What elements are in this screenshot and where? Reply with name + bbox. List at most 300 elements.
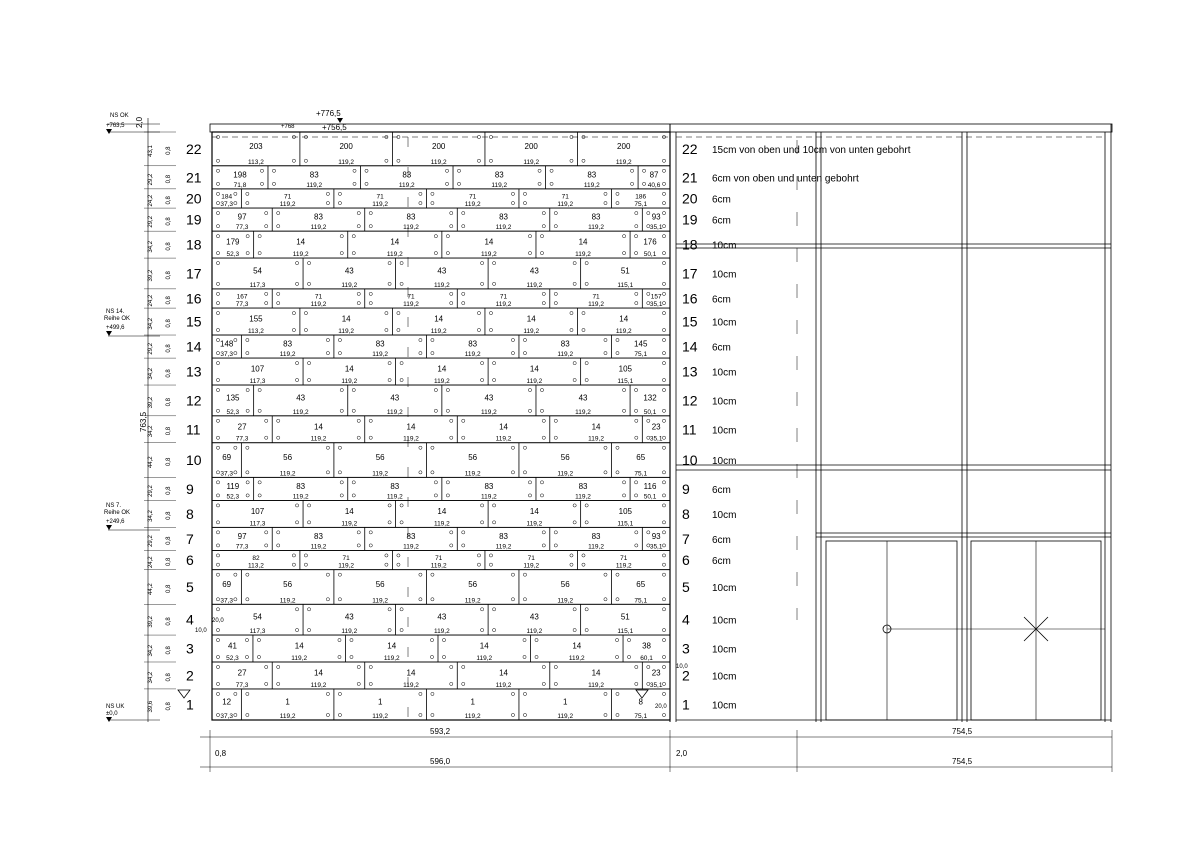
drill-hole-icon — [216, 251, 219, 254]
drill-hole-icon — [338, 692, 341, 695]
block-number: 83 — [402, 170, 412, 180]
drill-hole-icon — [662, 201, 665, 204]
drill-hole-icon — [604, 192, 607, 195]
drill-hole-icon — [635, 682, 638, 685]
drill-hole-icon — [307, 261, 310, 264]
block-number: 71 — [314, 293, 323, 301]
block-width: 35,1 — [649, 435, 663, 443]
block-number: 56 — [468, 579, 478, 589]
drill-hole-icon — [604, 573, 607, 576]
block-number: 116 — [643, 481, 657, 491]
drill-hole-icon — [462, 419, 465, 422]
top-mark-a: +776,5 — [316, 109, 341, 118]
drill-hole-icon — [431, 471, 434, 474]
drill-hole-icon — [662, 638, 665, 641]
drill-hole-icon — [246, 192, 249, 195]
block-number: 43 — [529, 612, 539, 622]
row-height-dimension: 29,2 — [148, 535, 154, 547]
drill-hole-icon — [216, 388, 219, 391]
drill-hole-icon — [647, 419, 650, 422]
drill-hole-icon — [388, 362, 391, 365]
drill-hole-icon — [662, 713, 665, 716]
level-value: +249,6 — [106, 519, 125, 525]
drill-hole-icon — [630, 182, 633, 185]
block-width: 119,2 — [495, 224, 512, 232]
block-width: 75,1 — [634, 597, 648, 605]
drill-hole-icon — [582, 311, 585, 314]
drill-hole-icon — [400, 378, 403, 381]
drill-hole-icon — [326, 446, 329, 449]
row-outline — [212, 166, 670, 189]
drill-hole-icon — [489, 159, 492, 162]
drill-hole-icon — [489, 554, 492, 557]
block-width: 71,8 — [233, 181, 247, 189]
drill-hole-icon — [662, 481, 665, 484]
row-number-left: 14 — [186, 338, 202, 355]
level-sublabel: Reihe OK — [104, 316, 131, 322]
drill-note: 10cm — [712, 367, 737, 379]
drill-hole-icon — [477, 554, 480, 557]
block-width: 119,2 — [403, 301, 419, 309]
drill-hole-icon — [352, 409, 355, 412]
drill-hole-icon — [265, 544, 268, 547]
block-number: 83 — [296, 481, 306, 491]
drill-hole-icon — [234, 338, 237, 341]
row-height-dimension: 29,2 — [148, 485, 154, 497]
block-width: 119,2 — [588, 301, 604, 309]
drill-hole-icon — [523, 713, 526, 716]
drill-hole-icon — [216, 608, 219, 611]
block-number: 71 — [342, 555, 350, 563]
drill-hole-icon — [431, 713, 434, 716]
drill-hole-icon — [277, 436, 280, 439]
row-number-left: 16 — [186, 290, 202, 307]
drill-hole-icon — [216, 504, 219, 507]
block-width: 37,3 — [220, 713, 234, 720]
drill-hole-icon — [511, 471, 514, 474]
drill-hole-icon — [550, 182, 553, 185]
drill-hole-icon — [585, 504, 588, 507]
block-width: 119,2 — [430, 328, 447, 336]
drill-hole-icon — [216, 282, 219, 285]
block-number: 14 — [434, 314, 444, 324]
drill-hole-icon — [542, 682, 545, 685]
drill-hole-icon — [662, 504, 665, 507]
drill-hole-icon — [434, 494, 437, 497]
drill-hole-icon — [493, 628, 496, 631]
row-2 — [144, 662, 736, 689]
drill-note: 15cm von oben und 10cm von unten gebohrt — [712, 144, 911, 156]
drill-hole-icon — [304, 328, 307, 331]
drill-hole-icon — [419, 598, 422, 601]
row-number-left: 11 — [186, 421, 201, 438]
block-number: 87 — [649, 170, 659, 180]
drill-hole-icon — [462, 211, 465, 214]
block-number: 56 — [283, 453, 293, 463]
block-number: 71 — [592, 293, 600, 301]
drill-hole-icon — [481, 261, 484, 264]
block-number: 14 — [484, 237, 494, 247]
block-number: 43 — [578, 393, 588, 403]
block-width: 119,2 — [310, 224, 327, 232]
drill-hole-icon — [582, 563, 585, 566]
drill-hole-icon — [431, 352, 434, 355]
drill-hole-icon — [445, 182, 448, 185]
row-number-left: 18 — [186, 236, 202, 253]
block-number: 157 — [650, 293, 662, 301]
drill-note: 6cm — [712, 342, 731, 354]
row-number-right: 13 — [682, 363, 698, 380]
block-width: 119,2 — [310, 435, 327, 443]
drill-hole-icon — [489, 311, 492, 314]
drill-hole-icon — [535, 655, 538, 658]
drill-hole-icon — [216, 494, 219, 497]
drill-hole-icon — [662, 338, 665, 341]
level-triangle-icon — [106, 331, 112, 336]
drill-hole-icon — [307, 362, 310, 365]
block-number: 14 — [344, 506, 354, 516]
row-9 — [144, 477, 731, 500]
drill-hole-icon — [277, 419, 280, 422]
block-width: 119,2 — [292, 251, 309, 259]
row-number-right: 21 — [682, 169, 698, 186]
block-width: 119,2 — [433, 281, 450, 289]
level-label: NS OK — [110, 113, 129, 119]
block-width: 119,2 — [588, 681, 604, 689]
drill-hole-icon — [340, 481, 343, 484]
drill-hole-icon — [338, 598, 341, 601]
block-width: 119,2 — [403, 224, 419, 232]
drill-hole-icon — [338, 201, 341, 204]
block-width: 119,2 — [557, 201, 574, 209]
block-number: 167 — [236, 293, 248, 301]
drill-note: 10cm — [712, 317, 737, 329]
row-height-dimension: 34,2 — [148, 317, 154, 330]
row-6 — [144, 550, 731, 569]
drill-hole-icon — [246, 598, 249, 601]
block-number: 97 — [237, 212, 247, 222]
block-width: 119,2 — [523, 158, 540, 166]
block-width: 119,2 — [292, 493, 309, 501]
row-joint-dimension: 0,8 — [166, 557, 172, 567]
row-joint-dimension: 0,8 — [166, 296, 172, 305]
drill-hole-icon — [434, 251, 437, 254]
drill-hole-icon — [338, 352, 341, 355]
drill-hole-icon — [662, 544, 665, 547]
drill-hole-icon — [369, 211, 372, 214]
drill-hole-icon — [397, 563, 400, 566]
drill-hole-icon — [246, 692, 249, 695]
drill-hole-icon — [400, 282, 403, 285]
drill-hole-icon — [493, 282, 496, 285]
drill-hole-icon — [523, 446, 526, 449]
drill-hole-icon — [662, 531, 665, 534]
block-number: 43 — [529, 266, 539, 276]
drill-hole-icon — [523, 192, 526, 195]
row-outline — [212, 231, 670, 258]
drill-hole-icon — [216, 211, 219, 214]
block-number: 43 — [437, 266, 447, 276]
row-joint-dimension: 0,8 — [166, 486, 172, 495]
drill-hole-icon — [353, 182, 356, 185]
drill-hole-icon — [450, 665, 453, 668]
drill-hole-icon — [462, 682, 465, 685]
drill-hole-icon — [540, 409, 543, 412]
drill-hole-icon — [622, 494, 625, 497]
block-number: 83 — [406, 212, 416, 222]
row-joint-dimension: 0,8 — [166, 174, 172, 184]
block-width: 119,2 — [310, 543, 327, 551]
row-joint-dimension: 0,8 — [166, 673, 172, 682]
drill-hole-icon — [523, 655, 526, 658]
drill-hole-icon — [246, 409, 249, 412]
drill-hole-icon — [662, 192, 665, 195]
drill-hole-icon — [462, 292, 465, 295]
block-width: 119,2 — [526, 520, 543, 528]
drill-hole-icon — [277, 665, 280, 668]
row-8 — [144, 500, 736, 527]
drill-hole-icon — [630, 169, 633, 172]
block-width: 119,2 — [310, 681, 327, 689]
dim-wall-outer: 596,0 — [430, 757, 451, 766]
drill-hole-icon — [365, 169, 368, 172]
block-width: 37,3 — [220, 470, 234, 478]
block-width: 115,1 — [617, 628, 634, 636]
row-18 — [144, 231, 736, 258]
drill-hole-icon — [540, 235, 543, 238]
block-width: 119,2 — [575, 408, 591, 416]
drill-hole-icon — [353, 169, 356, 172]
row-height-dimension: 34,2 — [148, 671, 154, 684]
drill-hole-icon — [554, 544, 557, 547]
row-joint-dimension: 0,8 — [166, 146, 172, 155]
block-number: 51 — [620, 612, 630, 622]
drill-hole-icon — [265, 419, 268, 422]
drill-hole-icon — [357, 419, 360, 422]
drill-hole-icon — [338, 655, 341, 658]
row-number-left: 13 — [186, 363, 202, 380]
row-16 — [144, 289, 731, 308]
drill-hole-icon — [304, 159, 307, 162]
drill-hole-icon — [489, 328, 492, 331]
drill-hole-icon — [352, 388, 355, 391]
drill-hole-icon — [450, 531, 453, 534]
drill-hole-icon — [450, 544, 453, 547]
block-number: 14 — [314, 668, 323, 678]
drill-hole-icon — [388, 504, 391, 507]
drill-hole-icon — [326, 471, 329, 474]
dim-frame-2: 754,5 — [952, 757, 973, 766]
block-width: 35,1 — [649, 224, 663, 232]
drill-hole-icon — [216, 554, 219, 557]
row-outline — [212, 385, 670, 416]
drill-hole-icon — [234, 713, 237, 716]
block-width: 119,2 — [338, 562, 355, 570]
drill-hole-icon — [523, 692, 526, 695]
block-number: 54 — [253, 266, 262, 276]
drill-hole-icon — [585, 628, 588, 631]
drill-hole-icon — [585, 261, 588, 264]
drill-hole-icon — [647, 292, 650, 295]
block-number: 83 — [499, 531, 508, 541]
drill-hole-icon — [216, 436, 219, 439]
drill-hole-icon — [234, 692, 237, 695]
drill-hole-icon — [234, 352, 237, 355]
row-19 — [144, 208, 731, 231]
block-number: 14 — [526, 314, 536, 324]
drill-hole-icon — [493, 504, 496, 507]
drill-hole-icon — [431, 573, 434, 576]
block-width: 119,2 — [306, 181, 323, 189]
drill-hole-icon — [307, 608, 310, 611]
drill-hole-icon — [554, 419, 557, 422]
drill-hole-icon — [245, 655, 248, 658]
block-number: 14 — [341, 314, 351, 324]
block-width: 52,3 — [226, 654, 239, 662]
row-height-dimension: 24,2 — [148, 294, 154, 307]
drill-hole-icon — [477, 159, 480, 162]
drill-hole-icon — [258, 388, 261, 391]
row-joint-dimension: 0,8 — [166, 457, 172, 467]
row-height-dimension: 34,2 — [148, 367, 154, 380]
block-width: 37,3 — [220, 597, 234, 605]
drill-hole-icon — [369, 665, 372, 668]
block-width: 37,3 — [220, 351, 234, 359]
row-number-right: 20 — [682, 190, 698, 207]
block-width: 119,2 — [464, 713, 481, 720]
drill-hole-icon — [369, 225, 372, 228]
drill-hole-icon — [340, 494, 343, 497]
drill-hole-icon — [635, 665, 638, 668]
drill-hole-icon — [635, 225, 638, 228]
drill-hole-icon — [511, 598, 514, 601]
drill-hole-icon — [307, 628, 310, 631]
drill-hole-icon — [246, 471, 249, 474]
drill-hole-icon — [647, 211, 650, 214]
block-width: 119,2 — [341, 520, 358, 528]
drill-hole-icon — [538, 182, 541, 185]
side-dim-4: 20,0 — [655, 704, 667, 710]
block-width: 119,2 — [338, 328, 355, 336]
block-width: 119,2 — [341, 281, 358, 289]
drill-hole-icon — [662, 352, 665, 355]
block-number: 1 — [562, 697, 568, 707]
block-number: 82 — [252, 555, 260, 563]
drill-hole-icon — [338, 192, 341, 195]
drill-hole-icon — [446, 481, 449, 484]
drill-hole-icon — [616, 692, 619, 695]
row-height-dimension: 39,2 — [148, 269, 154, 282]
drill-hole-icon — [662, 378, 665, 381]
drill-hole-icon — [369, 531, 372, 534]
drill-hole-icon — [634, 388, 637, 391]
block-width: 119,2 — [464, 597, 481, 605]
drill-hole-icon — [216, 713, 219, 716]
block-number: 83 — [309, 170, 319, 180]
drill-hole-icon — [573, 261, 576, 264]
row-number-left: 4 — [186, 611, 194, 628]
drill-hole-icon — [523, 471, 526, 474]
block-number: 1 — [285, 697, 290, 707]
drill-hole-icon — [258, 481, 261, 484]
drill-hole-icon — [265, 436, 268, 439]
drill-hole-icon — [246, 494, 249, 497]
block-width: 119,2 — [338, 158, 355, 166]
drill-hole-icon — [662, 225, 665, 228]
drill-hole-icon — [292, 563, 295, 566]
block-number: 83 — [314, 212, 323, 222]
drill-hole-icon — [216, 481, 219, 484]
block-number: 186 — [635, 193, 647, 201]
dim-wall-inner: 593,2 — [430, 727, 451, 736]
block-number: 14 — [344, 364, 354, 374]
drill-hole-icon — [481, 628, 484, 631]
drill-hole-icon — [388, 282, 391, 285]
block-number: 14 — [406, 668, 416, 678]
block-number: 148 — [220, 339, 234, 349]
block-width: 37,3 — [220, 201, 234, 209]
drill-hole-icon — [540, 251, 543, 254]
drill-hole-icon — [446, 235, 449, 238]
block-width: 119,2 — [372, 597, 389, 605]
block-number: 83 — [390, 481, 400, 491]
drill-hole-icon — [292, 311, 295, 314]
block-number: 83 — [484, 481, 494, 491]
block-number: 105 — [618, 364, 632, 374]
block-width: 119,2 — [481, 251, 497, 259]
drill-hole-icon — [326, 201, 329, 204]
block-number: 14 — [387, 641, 397, 651]
drill-hole-icon — [295, 521, 298, 524]
block-number: 184 — [221, 193, 233, 201]
drill-hole-icon — [260, 182, 263, 185]
block-width: 119,2 — [386, 251, 403, 259]
drill-note: 10cm — [712, 582, 737, 594]
block-number: 105 — [618, 506, 632, 516]
drill-note: 10cm — [712, 615, 737, 627]
block-number: 8 — [638, 697, 643, 707]
block-width: 119,2 — [430, 158, 447, 166]
block-number: 71 — [620, 555, 628, 563]
block-width: 35,1 — [649, 301, 663, 309]
block-number: 83 — [494, 170, 504, 180]
row-number-right: 7 — [682, 530, 690, 547]
row-number-left: 12 — [186, 392, 202, 409]
drill-hole-icon — [340, 409, 343, 412]
drill-hole-icon — [260, 169, 263, 172]
drill-hole-icon — [489, 563, 492, 566]
row-5 — [144, 570, 736, 605]
drill-hole-icon — [326, 192, 329, 195]
drill-hole-icon — [573, 504, 576, 507]
drill-hole-icon — [397, 554, 400, 557]
drill-hole-icon — [585, 282, 588, 285]
block-width: 119,2 — [476, 654, 493, 662]
level-label: NS 14. — [106, 309, 125, 315]
drill-hole-icon — [326, 598, 329, 601]
drill-hole-icon — [234, 573, 237, 576]
drill-hole-icon — [326, 713, 329, 716]
dim-right-gap: 2,0 — [676, 749, 688, 758]
drill-hole-icon — [523, 201, 526, 204]
block-width: 119,2 — [372, 201, 389, 209]
drill-hole-icon — [357, 531, 360, 534]
drill-hole-icon — [662, 328, 665, 331]
row-13 — [144, 358, 736, 385]
block-number: 56 — [560, 579, 570, 589]
drill-hole-icon — [446, 409, 449, 412]
row-number-left: 5 — [186, 578, 194, 595]
